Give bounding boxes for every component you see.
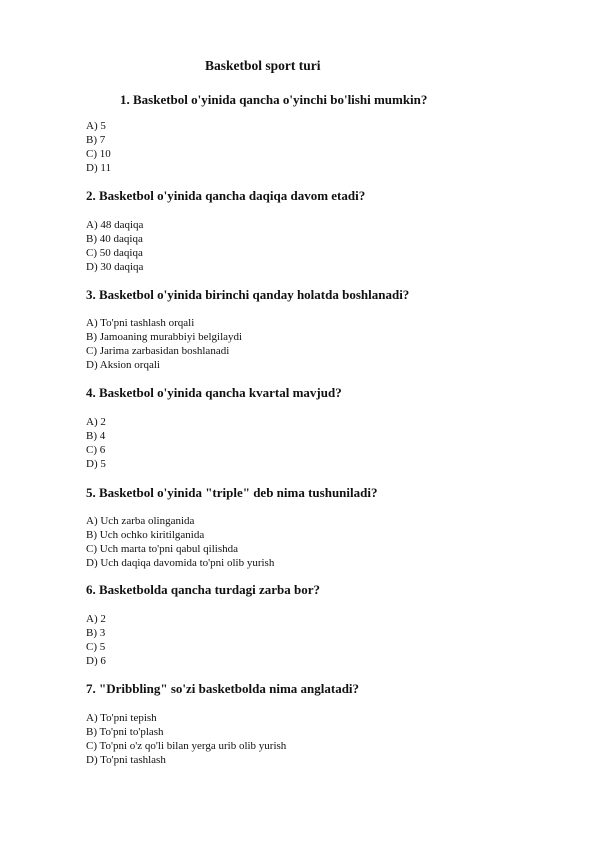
question-4-option-d: D) 5 bbox=[86, 458, 106, 470]
question-6-options bbox=[86, 612, 106, 668]
question-7-option-d: D) To'pni tashlash bbox=[86, 754, 166, 766]
question-6-option-a: A) 2 bbox=[86, 613, 106, 625]
question-6-option-b: B) 3 bbox=[86, 627, 106, 639]
question-1-option-d: D) 11 bbox=[86, 162, 111, 174]
document-title: Basketbol sport turi bbox=[205, 58, 321, 73]
question-4: 4. Basketbol o'yinida qancha kvartal mavjud? bbox=[86, 385, 342, 400]
question-5: 5. Basketbol o'yinida "triple" deb nima tushuniladi? bbox=[86, 485, 378, 500]
question-3-option-a: A) To'pni tashlash orqali bbox=[86, 317, 195, 329]
question-6: 6. Basketbolda qancha turdagi zarba bor? bbox=[86, 582, 321, 597]
question-7-options bbox=[86, 711, 286, 767]
question-4-option-a: A) 2 bbox=[86, 416, 106, 428]
question-4-option-b: B) 4 bbox=[86, 430, 106, 442]
question-7: 7. "Dribbling" so'zi basketbolda nima anglatadi? bbox=[86, 681, 360, 696]
question-7-option-b: B) To'pni to'plash bbox=[86, 726, 164, 738]
question-7-option-a: A) To'pni tepish bbox=[86, 712, 157, 724]
question-2-option-d: D) 30 daqiqa bbox=[86, 261, 144, 273]
question-5-option-c: C) Uch marta to'pni qabul qilishda bbox=[86, 543, 238, 555]
question-4-options bbox=[86, 415, 106, 471]
question-2: 2. Basketbol o'yinida qancha daqiqa davom etadi? bbox=[86, 188, 366, 203]
question-5-options bbox=[86, 514, 274, 570]
question-2-option-a: A) 48 daqiqa bbox=[86, 219, 144, 231]
question-1-option-b: B) 7 bbox=[86, 134, 106, 146]
question-1-options bbox=[86, 119, 111, 175]
question-3-option-b: B) Jamoaning murabbiyi belgilaydi bbox=[86, 331, 243, 343]
question-6-option-d: D) 6 bbox=[86, 655, 106, 667]
question-3: 3. Basketbol o'yinida birinchi qanday holatda boshlanadi? bbox=[86, 287, 410, 302]
question-2-option-b: B) 40 daqiqa bbox=[86, 233, 143, 245]
question-3-options bbox=[86, 316, 242, 372]
question-3-option-c: C) Jarima zarbasidan boshlanadi bbox=[86, 345, 230, 357]
question-1: 1. Basketbol o'yinida qancha o'yinchi bo'lishi mumkin? bbox=[120, 92, 428, 107]
question-1-option-c: C) 10 bbox=[86, 148, 111, 160]
question-2-options bbox=[86, 218, 143, 274]
question-6-option-c: C) 5 bbox=[86, 641, 106, 653]
question-4-option-c: C) 6 bbox=[86, 444, 106, 456]
question-5-option-a: A) Uch zarba olinganida bbox=[86, 515, 195, 527]
question-2-option-c: C) 50 daqiqa bbox=[86, 247, 143, 259]
question-5-option-b: B) Uch ochko kiritilganida bbox=[86, 529, 205, 541]
question-5-option-d: D) Uch daqiqa davomida to'pni olib yurish bbox=[86, 557, 275, 569]
question-7-option-c: C) To'pni o'z qo'li bilan yerga urib olib yurish bbox=[86, 740, 287, 752]
question-3-option-d: D) Aksion orqali bbox=[86, 359, 160, 371]
question-1-option-a: A) 5 bbox=[86, 120, 106, 132]
